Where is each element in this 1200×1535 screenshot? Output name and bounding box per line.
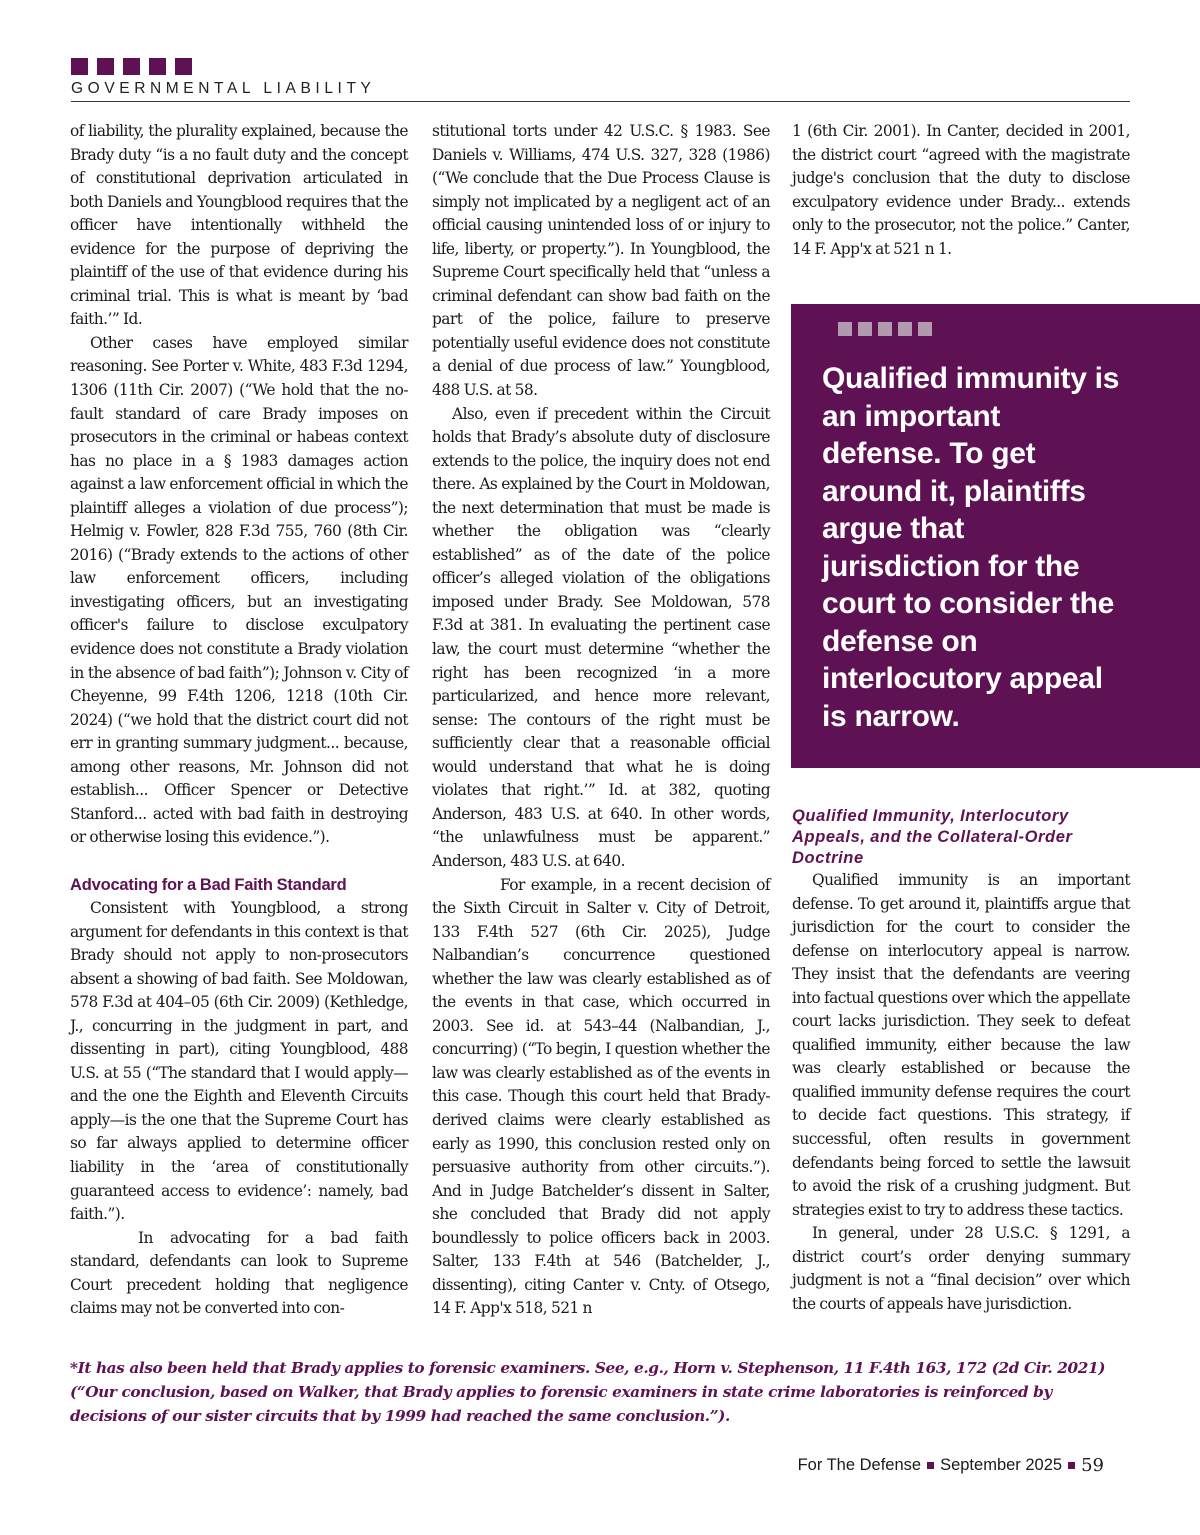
- paragraph: For example, in a recent decision of the Sixth Circuit in Salter v. City of Detroit, 133 F.4th 527 (6th Cir. 2025), Judge Nalbandian’s concurrence questioned whether the law was clearly established as of the events in that case, which occurred in 2003. See id. at 543–44 (Nalbandian, J., concurring) (“To begin, I question whether the law was clearly established as of the events in this case. Though this court held that Brady-derived claims were clearly established as early as 1990, this conclusion rested only on persuasive authority from other circuits.”). And in Judge Batchelder’s dissent in Salter, she concluded that Brady did not apply boundlessly to police officers back in 2003. Salter, 133 F.4th at 546 (Batchelder, J., dissenting), citing Canter v. Cnty. of Otsego, 14 F. App'x 518, 521 n: [432, 875, 770, 1318]
- square-icon: [878, 322, 892, 336]
- column-2: [432, 120, 770, 1321]
- page-number: 59: [1081, 1455, 1104, 1476]
- paragraph: Qualified immunity is an important defense. To get around it, plaintiffs argue that jurisdiction for the court to consider the defense on interlocutory appeal is narrow. They insist that the defendants are veering into factual questions over which the appellate court lacks jurisdiction. They seek to defeat qualified immunity, either because the law was clearly established or because the qualified immunity defense requires the court to decide fact questions. This strategy, if successful, often results in government defendants being forced to settle the lawsuit to avoid the risk of a crushing judgment. But strategies exist to try to address these tactics.: [792, 871, 1130, 1219]
- paragraph: In advocating for a bad faith standard, defendants can look to Supreme Court precedent holding that negligence claims may not be converted into con-: [70, 1228, 408, 1318]
- pull-quote-text: Qualified immunity is an important defense. To get around it, plaintiffs argue that jurisdiction for the court to consider the defense on interlocutory appeal is narrow.: [822, 362, 1120, 733]
- square-icon: [149, 58, 166, 75]
- section-label: GOVERNMENTAL LIABILITY: [71, 80, 376, 97]
- bullet-square-icon: [927, 1462, 934, 1469]
- page-folio: [798, 1455, 1104, 1476]
- column-3-continued: [792, 806, 1130, 1316]
- footnote: *It has also been held that Brady applies to forensic examiners. See, e.g., Horn v. Stephenson, 11 F.4th 163, 172 (2d Cir. 2021) (“Our conclusion, based on Walker, that Brady applies to forensic examiners in state crime laboratories is reinforced by decisions of our sister circuits that by 1999 had reached the same conclusion.”).: [70, 1359, 1106, 1425]
- pull-quote-decorative-squares: [838, 322, 932, 336]
- bullet-square-icon: [1068, 1462, 1075, 1469]
- paragraph: Consistent with Youngblood, a strong argument for defendants in this context is that Brady should not apply to non-prosecutors absent a showing of bad faith. See Moldowan, 578 F.3d at 404–05 (6th Cir. 2009) (Kethledge, J., concurring in the judgment in part, and dissenting in part), citing Youngblood, 488 U.S. at 55 (“The standard that I would apply—and the one the Eighth and Eleventh Circuits apply—is the one that the Supreme Court has so far always applied to determine officer liability in the ‘area of constitutionally guaranteed access to evidence’: namely, bad faith.”).: [70, 898, 408, 1224]
- section-heading: Qualified Immunity, Interlocutory Appeals, and the Collateral-Order Doctrine: [792, 807, 1073, 867]
- paragraph: 1 (6th Cir. 2001). In Canter, decided in 2001, the district court “agreed with the magistrate judge's conclusion that the duty to disclose exculpatory evidence under Brady... extends only to the prosecutor, not the police.” Canter, 14 F. App'x at 521 n 1.: [792, 122, 1130, 258]
- paragraph: Other cases have employed similar reasoning. See Porter v. White, 483 F.3d 1294, 1306 (11th Cir. 2007) (“We hold that the no-fault standard of care Brady imposes on prosecutors in the criminal or habeas context has no place in a § 1983 damages action against a law enforcement official in which the plaintiff alleges a violation of due process”); Helmig v. Fowler, 828 F.3d 755, 760 (8th Cir. 2016) (“Brady extends to the actions of other law enforcement officers, including investigating officers, but an investigating officer's failure to disclose exculpatory evidence does not constitute a Brady violation in the absence of bad faith”); Johnson v. City of Cheyenne, 99 F.4th 1206, 1218 (10th Cir. 2024) (“we hold that the district court did not err in granting summary judgment... because, among other reasons, Mr. Johnson did not establish... Officer Spencer or Detective Stanford... acted with bad faith in destroying or otherwise losing this evidence.”).: [70, 333, 408, 847]
- square-icon: [898, 322, 912, 336]
- square-icon: [97, 58, 114, 75]
- section-heading: Advocating for a Bad Faith Standard: [70, 875, 347, 894]
- paragraph: of liability, the plurality explained, because the Brady duty “is a no fault duty and the concept of constitutional deprivation articulated in both Daniels and Youngblood requires that the officer have intentionally withheld the evidence for the purpose of depriving the plaintiff of the use of that evidence during his criminal trial. This is what is meant by ‘bad faith.’” Id.: [70, 122, 408, 329]
- square-icon: [918, 322, 932, 336]
- paragraph: stitutional torts under 42 U.S.C. § 1983. See Daniels v. Williams, 474 U.S. 327, 328 (1986) (“We conclude that the Due Process Clause is simply not implicated by a negligent act of an official causing unintended loss of or injury to life, liberty, or property.”). In Youngblood, the Supreme Court specifically held that “unless a criminal defendant can show bad faith on the part of the police, failure to preserve potentially useful evidence does not constitute a denial of due process of law.” Youngblood, 488 U.S. at 58.: [432, 122, 770, 400]
- paragraph: In general, under 28 U.S.C. § 1291, a district court’s order denying summary judgment is not a “final decision” over which the courts of appeals have jurisdiction.: [792, 1224, 1130, 1313]
- square-icon: [71, 58, 88, 75]
- square-icon: [175, 58, 192, 75]
- publication-name: For The Defense: [797, 1456, 922, 1474]
- square-icon: [838, 322, 852, 336]
- column-3: [792, 120, 1130, 261]
- square-icon: [858, 322, 872, 336]
- square-icon: [123, 58, 140, 75]
- header-decorative-squares: [71, 58, 192, 75]
- issue-date: September 2025: [940, 1456, 1063, 1474]
- header-rule: [71, 101, 1130, 102]
- paragraph: Also, even if precedent within the Circuit holds that Brady’s absolute duty of disclosure extends to the police, the inquiry does not end there. As explained by the Court in Moldowan, the next determination that must be made is whether the obligation was “clearly established” as of the date of the police officer’s alleged violation of the obligations imposed under Brady. See Moldowan, 578 F.3d at 381. In evaluating the pertinent case law, the court must determine “whether the right has been recognized ‘in a more particularized, and hence more relevant, sense: The contours of the right must be sufficiently clear that a reasonable official would understand that what he is doing violates that right.’” Id. at 382, quoting Anderson, 483 U.S. at 640. In other words, “the unlawfulness must be apparent.” Anderson, 483 U.S. at 640.: [432, 404, 770, 870]
- column-1: [70, 120, 408, 1321]
- pull-quote-box: [791, 304, 1200, 768]
